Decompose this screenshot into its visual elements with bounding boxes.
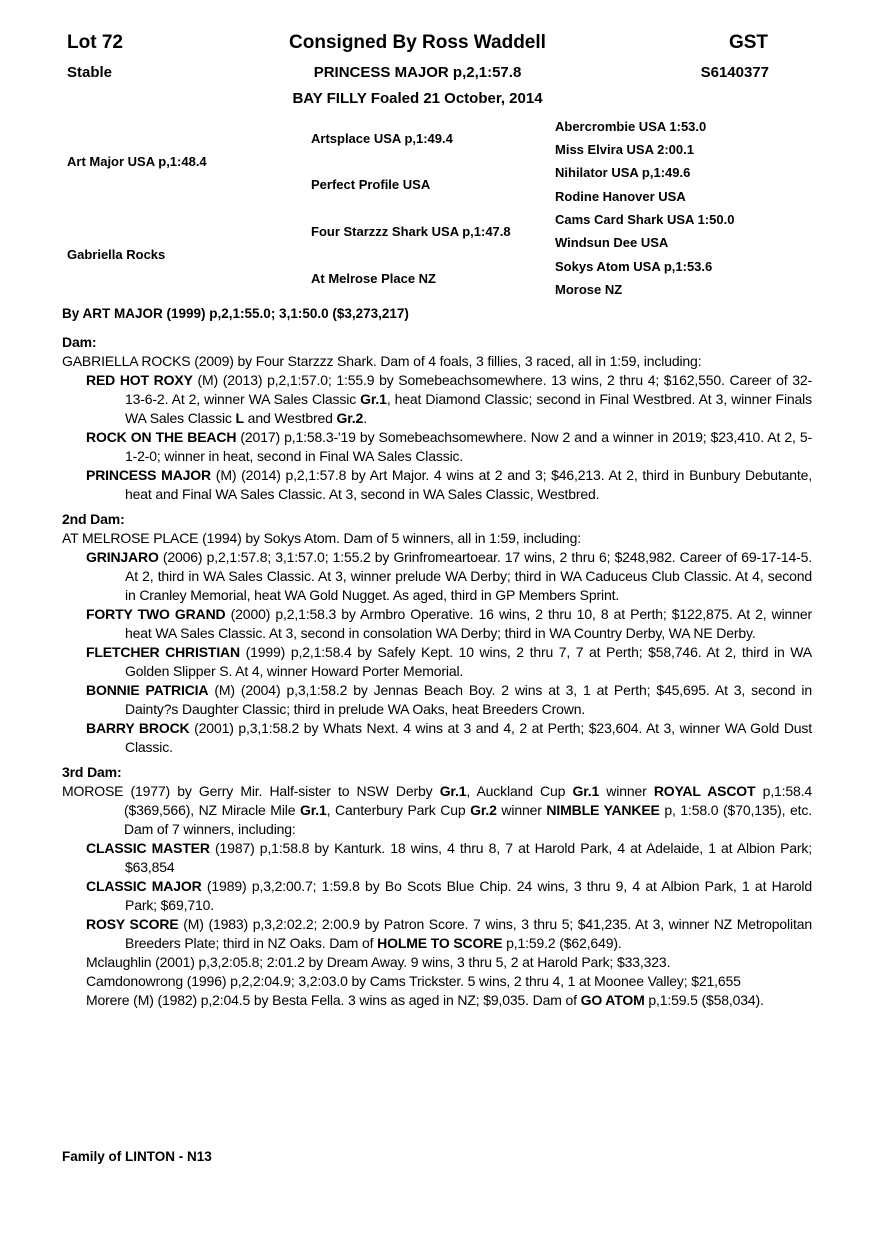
bold-text: ROSY SCORE [86,916,179,932]
dam-section-1 [62,333,812,504]
pedigree-dam: Gabriella Rocks [67,247,166,262]
text-run: winner [599,783,654,799]
progeny-entry [62,719,812,757]
progeny-entry [62,681,812,719]
gst-label: GST [728,32,768,53]
progeny-entry [62,972,812,991]
text-run: (2006) p,2,1:57.8; 3,1:57.0; 1:55.2 by Grinfromeartoear. 17 wins, 2 thru 6; $248,982. Career of 69-17-14-5. At 2, third in WA Sales Classic. At 3, winner prelude WA Derby; third in WA Caduceus Club Classic. At 4, second in Cranley Memorial, heat WA Gold Nugget. As aged, third in GP Members Sprint. [125,549,812,603]
bold-text: FLETCHER CHRISTIAN [86,644,240,660]
dam-description [62,352,812,371]
pedigree-gen3-item: Nihilator USA p,1:49.6 [555,165,691,180]
text-run: . [363,410,367,426]
section-title: Dam: [62,334,97,350]
pedigree-gen3-item: Miss Elvira USA 2:00.1 [555,142,694,157]
text-run: , heat Diamond Classic; second in Final Westbred. At 3, winner Finals WA Sales Classic [125,391,812,426]
bold-text: Gr.1 [439,783,467,799]
text-run: and Westbred [243,410,337,426]
section-title: 2nd Dam: [62,511,125,527]
family-line: Family of LINTON - N13 [62,1149,212,1164]
pedigree-gen3-item: Cams Card Shark USA 1:50.0 [555,212,735,227]
bold-text: GO ATOM [580,992,645,1008]
text-run: p,1:59.5 ($58,034). [644,992,764,1008]
progeny-entry [62,371,812,428]
text-run: (M) (2014) p,2,1:57.8 by Art Major. 4 wins at 2 and 3; $46,213. At 2, third in Bunbury Debutante, heat and Final WA Sales Classic. At 3, second in WA Sales Classic, Westbred. [125,467,812,502]
progeny-entry [62,605,812,643]
text-run: winner [496,802,547,818]
text-run: p,1:58.4 ($369,566), NZ Miracle Mile [124,783,813,818]
horse-title: PRINCESS MAJOR p,2,1:57.8 [313,64,522,81]
bold-text: HOLME TO SCORE [377,935,503,951]
pedigree-gen3-item: Sokys Atom USA p,1:53.6 [555,259,713,274]
progeny-entry [62,428,812,466]
progeny-entry [62,466,812,504]
catalogue-body [62,333,812,1016]
progeny-entry [62,643,812,681]
foaled-line: BAY FILLY Foaled 21 October, 2014 [292,90,543,107]
text-run: Mclaughlin (2001) p,3,2:05.8; 2:01.2 by Dream Away. 9 wins, 3 thru 5, 2 at Harold Park; $33,323. [86,954,671,970]
pedigree-sire-sire: Artsplace USA p,1:49.4 [311,131,453,146]
progeny-entry [62,953,812,972]
dam-description [62,529,812,548]
text-run: (M) (2004) p,3,1:58.2 by Jennas Beach Boy. 2 wins at 3, 1 at Perth; $45,695. At 3, second in Dainty?s Daughter Classic; third in prelude WA Oaks, heat Breeders Crown. [125,682,812,717]
pedigree-sire: Art Major USA p,1:48.4 [67,154,207,169]
bold-text: FORTY TWO GRAND [86,606,226,622]
text-run: , Canterbury Park Cup [326,802,471,818]
text-run: AT MELROSE PLACE (1994) by Sokys Atom. Dam of 5 winners, all in 1:59, including: [62,530,581,546]
bold-text: Gr.1 [360,391,387,407]
dam-section-2 [62,510,812,757]
text-run: (M) (2013) p,2,1:57.0; 1:55.9 by Somebeachsomewhere. 13 wins, 2 thru 4; $162,550. Career of 32-13-6-2. At 2, winner WA Sales Classic [125,372,812,407]
text-run: p, 1:58.0 ($70,135), etc. Dam of 7 winners, including: [124,802,812,837]
bold-text: Gr.1 [572,783,600,799]
pedigree-gen3-item: Windsun Dee USA [555,235,669,250]
text-run: (2000) p,2,1:58.3 by Armbro Operative. 16 wins, 2 thru 10, 8 at Perth; $122,875. At 2, winner heat WA Sales Classic. At 3, second in consolation WA Derby; third in WA Country Derby, WA NE Derby. [125,606,812,641]
bold-text: CLASSIC MAJOR [86,878,202,894]
sire-summary: By ART MAJOR (1999) p,2,1:55.0; 3,1:50.0 ($3,273,217) [62,306,409,321]
bold-text: L [235,410,244,426]
bold-text: BONNIE PATRICIA [86,682,209,698]
bold-text: PRINCESS MAJOR [86,467,211,483]
text-run: (1989) p,3,2:00.7; 1:59.8 by Bo Scots Blue Chip. 24 wins, 3 thru 9, 4 at Albion Park, 1 at Harold Park; $69,710. [125,878,812,913]
bold-text: ROYAL ASCOT [653,783,756,799]
progeny-entry [62,877,812,915]
bold-text: CLASSIC MASTER [86,840,210,856]
dam-section-3 [62,763,812,1010]
text-run: (M) (1983) p,3,2:02.2; 2:00.9 by Patron Score. 7 wins, 3 thru 5; $41,235. At 3, winner NZ Metropolitan Breeders Plate; third in NZ Oaks. Dam of [125,916,812,951]
bold-text: ROCK ON THE BEACH [86,429,237,445]
progeny-entry [62,548,812,605]
pedigree-sire-dam: Perfect Profile USA [311,177,431,192]
text-run: p,1:59.2 ($62,649). [502,935,622,951]
progeny-entry [62,839,812,877]
bold-text: GRINJARO [86,549,159,565]
text-run: Morere (M) (1982) p,2:04.5 by Besta Fella. 3 wins as aged in NZ; $9,035. Dam of [86,992,581,1008]
bold-text: RED HOT ROXY [86,372,193,388]
lot-number: Lot 72 [67,32,123,53]
dam-description [62,782,812,839]
pedigree-dam-sire: Four Starzzz Shark USA p,1:47.8 [311,224,511,239]
text-run: (2001) p,3,1:58.2 by Whats Next. 4 wins at 3 and 4, 2 at Perth; $23,604. At 3, winner WA Gold Dust Classic. [125,720,812,755]
pedigree-gen3-item: Rodine Hanover USA [555,189,686,204]
horse-code: S6140377 [700,64,769,81]
text-run: GABRIELLA ROCKS (2009) by Four Starzzz Shark. Dam of 4 foals, 3 fillies, 3 raced, all in 1:59, including: [62,353,702,369]
text-run: , Auckland Cup [466,783,573,799]
bold-text: Gr.1 [300,802,327,818]
progeny-entry [62,991,812,1010]
section-title: 3rd Dam: [62,764,122,780]
text-run: (2017) p,1:58.3-'19 by Somebeachsomewhere. Now 2 and a winner in 2019; $23,410. At 2, 5-1-2-0; winner in heat, second in Final WA Sales Classic. [125,429,812,464]
pedigree-dam-dam: At Melrose Place NZ [311,271,436,286]
text-run: (1999) p,2,1:58.4 by Safely Kept. 10 wins, 2 thru 7, 7 at Perth; $58,746. At 2, third in WA Golden Slipper S. At 4, winner Howard Porter Memorial. [125,644,812,679]
stable-label: Stable [67,64,113,81]
bold-text: BARRY BROCK [86,720,190,736]
pedigree-gen3-item: Abercrombie USA 1:53.0 [555,119,707,134]
consignor: Consigned By Ross Waddell [289,32,546,53]
progeny-entry [62,915,812,953]
text-run: Camdonowrong (1996) p,2,2:04.9; 3,2:03.0 by Cams Trickster. 5 wins, 2 thru 4, 1 at Moonee Valley; $21,655 [86,973,741,989]
bold-text: NIMBLE YANKEE [546,802,660,818]
pedigree-gen3-item: Morose NZ [555,282,623,297]
bold-text: Gr.2 [470,802,497,818]
text-run: MOROSE (1977) by Gerry Mir. Half-sister to NSW Derby [62,783,440,799]
text-run: (1987) p,1:58.8 by Kanturk. 18 wins, 4 thru 8, 7 at Harold Park, 4 at Adelaide, 1 at Albion Park; $63,854 [125,840,812,875]
bold-text: Gr.2 [336,410,364,426]
